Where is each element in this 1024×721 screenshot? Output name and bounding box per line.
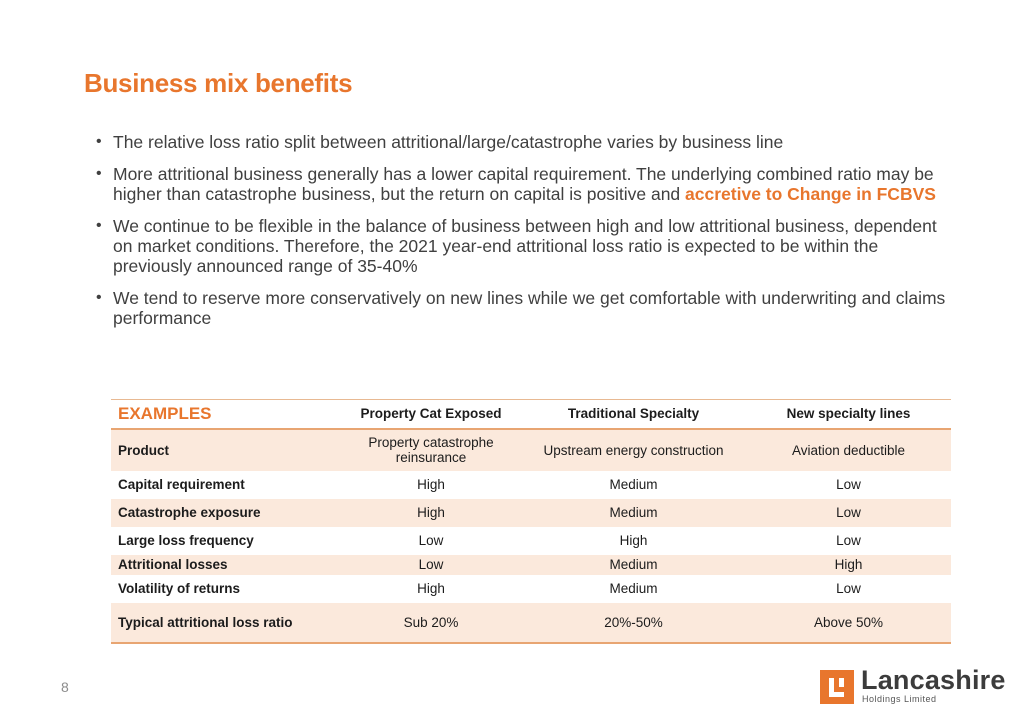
bullet-item	[96, 164, 956, 204]
row-label: Large loss frequency	[118, 533, 254, 548]
table-cell: Medium	[609, 581, 658, 596]
company-logo	[820, 665, 1010, 708]
table-row	[111, 429, 951, 471]
table-cell: High	[417, 477, 445, 492]
bullet-dot-icon: •	[96, 165, 102, 182]
table-cell: Low	[836, 533, 861, 548]
table-cell: High	[746, 555, 951, 575]
table-row	[111, 499, 951, 527]
page-title: Business mix benefits	[84, 68, 353, 98]
logo-name: Lancashire	[861, 665, 1006, 695]
bullet-text: The relative loss ratio split between attritional/large/catastrophe varies by business line	[113, 132, 784, 152]
table-header-row	[111, 400, 951, 429]
table-cell: High	[619, 533, 648, 548]
bullet-list	[96, 132, 956, 340]
table-row	[111, 471, 951, 499]
bullet-item	[96, 216, 956, 276]
bullet-text: More attritional business generally has a lower capital requirement. The underlying combined ratio may be higher than catastrophe business, but the return on capital is positive and	[113, 164, 934, 204]
table-header-col: New specialty lines	[786, 406, 911, 422]
bullet-highlight: accretive to Change in FCBVS	[685, 184, 936, 204]
table-cell: Upstream energy construction	[521, 429, 746, 471]
table-cell: 20%-50%	[521, 603, 746, 643]
table-cell: Medium	[521, 499, 746, 527]
row-label: Capital requirement	[118, 477, 245, 492]
table-cell: Low	[746, 499, 951, 527]
table-cell: Above 50%	[746, 603, 951, 643]
table-header-col: Property Cat Exposed	[360, 406, 502, 422]
table-header-examples: EXAMPLES	[118, 403, 212, 423]
page-number: 8	[61, 679, 69, 695]
row-label: Typical attritional loss ratio	[111, 603, 341, 643]
bullet-dot-icon: •	[96, 217, 102, 234]
row-label: Volatility of returns	[118, 581, 241, 596]
row-label: Attritional losses	[111, 555, 341, 575]
table-row	[111, 555, 951, 575]
table-cell: Low	[341, 555, 521, 575]
lancashire-logo-icon	[820, 670, 854, 704]
table-cell: High	[341, 499, 521, 527]
table-cell: Property catastrophe reinsurance	[341, 429, 521, 471]
examples-table	[111, 399, 951, 644]
table-cell: Aviation deductible	[746, 429, 951, 471]
table-row	[111, 575, 951, 603]
table-header-col: Traditional Specialty	[567, 406, 700, 422]
row-label: Catastrophe exposure	[111, 499, 341, 527]
table-cell: Medium	[521, 555, 746, 575]
table-cell: High	[417, 581, 445, 596]
table-cell: Low	[836, 477, 861, 492]
bullet-dot-icon: •	[96, 133, 102, 150]
table-cell: Sub 20%	[341, 603, 521, 643]
row-label: Product	[111, 429, 341, 471]
bullet-item	[96, 132, 956, 152]
table-row	[111, 527, 951, 555]
logo-subtitle: Holdings Limited	[862, 694, 937, 704]
table-cell: Low	[836, 581, 861, 596]
table-cell: Low	[418, 533, 444, 548]
bullet-dot-icon: •	[96, 289, 102, 306]
table-row	[111, 603, 951, 643]
table-cell: Medium	[609, 477, 658, 492]
bullet-item	[96, 288, 956, 328]
bullet-text: We continue to be flexible in the balance of business between high and low attritional business, dependent on market conditions. Therefore, the 2021 year-end attritional loss ratio is expected to be within the previously announced range of 35-40%	[113, 216, 937, 276]
bullet-text: We tend to reserve more conservatively on new lines while we get comfortable with underwriting and claims performance	[113, 288, 946, 328]
